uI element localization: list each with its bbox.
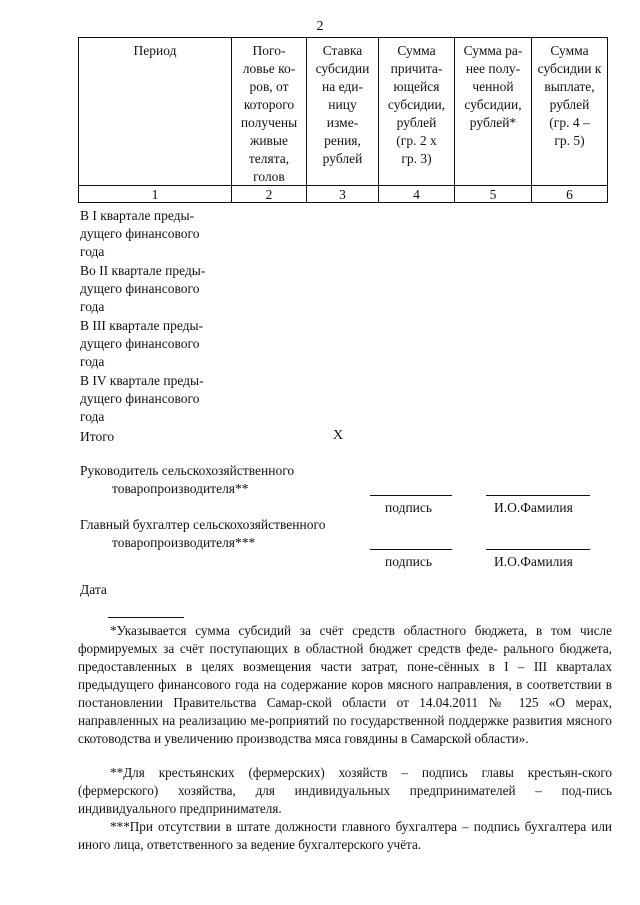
head-signatory-label bbox=[80, 462, 380, 498]
column-number: 2 bbox=[265, 187, 273, 202]
column-number: 6 bbox=[566, 187, 573, 202]
date-label: Дата bbox=[80, 582, 107, 597]
accountant-signatory-label bbox=[80, 516, 380, 552]
signatory-label-line: товаропроизводителя** bbox=[112, 481, 249, 496]
column-number: 4 bbox=[413, 187, 420, 202]
column-number: 3 bbox=[339, 187, 346, 202]
column-period bbox=[79, 38, 231, 202]
head-sign-line bbox=[370, 495, 452, 496]
footnote-3: ***При отсутствии в штате должности главного бухгалтера – подпись бухгалтера или иного лица, ответственного за ведение бухгалтерского учёта. bbox=[78, 819, 612, 852]
row-q3-label: В III квартале преды- дущего финансового года bbox=[80, 318, 204, 369]
column-number: 1 bbox=[151, 187, 159, 202]
column-payout-amount bbox=[531, 38, 607, 202]
footnote-2: **Для крестьянских (фермерских) хозяйств – подпись главы крестьян-ского (фермерского) хозяйства, для индивидуальных предпринимателей – под-пись индивидуального предпринимателя. bbox=[78, 765, 612, 816]
header-cell: Ставка субсидии на еди- ницу изме- рения, рублей bbox=[315, 43, 370, 166]
signatory-label-line: Руководитель сельскохозяйственного bbox=[80, 463, 295, 478]
head-signatory bbox=[80, 462, 380, 498]
header-cell: Сумма субсидии к выплате, рублей (гр. 4 – гр. 5) bbox=[537, 43, 602, 148]
column-number: 5 bbox=[489, 187, 497, 202]
accountant-signatory bbox=[80, 516, 380, 552]
column-livestock bbox=[231, 38, 306, 202]
header-cell: Сумма ра- нее полу- ченной субсидии, рублей* bbox=[463, 43, 523, 130]
head-name-caption: И.О.Фамилия bbox=[494, 500, 573, 515]
accountant-name-caption: И.О.Фамилия bbox=[494, 554, 573, 569]
signatory-label-line: Главный бухгалтер сельскохозяйственного bbox=[80, 517, 326, 532]
header-cell: Период bbox=[133, 43, 177, 58]
header-cell: Пого- ловье ко- ров, от которого получены живые телята, голов bbox=[240, 43, 298, 184]
row-q1-label: В I квартале преды- дущего финансового года bbox=[80, 208, 200, 259]
accountant-sign-line bbox=[370, 549, 452, 550]
subsidy-table bbox=[78, 37, 608, 203]
column-rate bbox=[306, 38, 378, 202]
accountant-name-line bbox=[486, 549, 590, 550]
accountant-sign-caption: подпись bbox=[385, 554, 433, 569]
column-received-amount bbox=[454, 38, 531, 202]
signatory-label-line: товаропроизводителя*** bbox=[112, 535, 256, 550]
row-q4-label: В IV квартале преды- дущего финансового года bbox=[80, 373, 204, 424]
header-cell: Сумма причита- ющейся субсидии, рублей (гр. 2 x гр. 3) bbox=[387, 43, 446, 166]
total-label: Итого bbox=[80, 429, 115, 444]
total-mark: Х bbox=[333, 428, 344, 443]
row-q2-label: Во II квартале преды- дущего финансового года bbox=[80, 263, 206, 314]
head-name-line bbox=[486, 495, 590, 496]
footnote-1: *Указывается сумма субсидий за счёт средств областного бюджета, в том числе формируемых за счёт поступающих в областной бюджет средств феде- рального бюджета, предоставленных в целях возмещения части затрат, поне-сённых в I – III кварталах предыдущего финансового года на содержание коров мясного направления, в соответствии в постановлении Правительства Самар-ской области от 14.04.2011 № 125 «О мерах, направленных на реализацию ме-роприятий по государственной поддержке развития мясного скотоводства и увеличению производства мяса говядины в Самарской области». bbox=[78, 623, 612, 746]
head-sign-caption: подпись bbox=[385, 500, 433, 515]
footnote-separator bbox=[108, 617, 184, 618]
column-due-amount bbox=[378, 38, 454, 202]
page-number: 2 bbox=[316, 19, 324, 34]
